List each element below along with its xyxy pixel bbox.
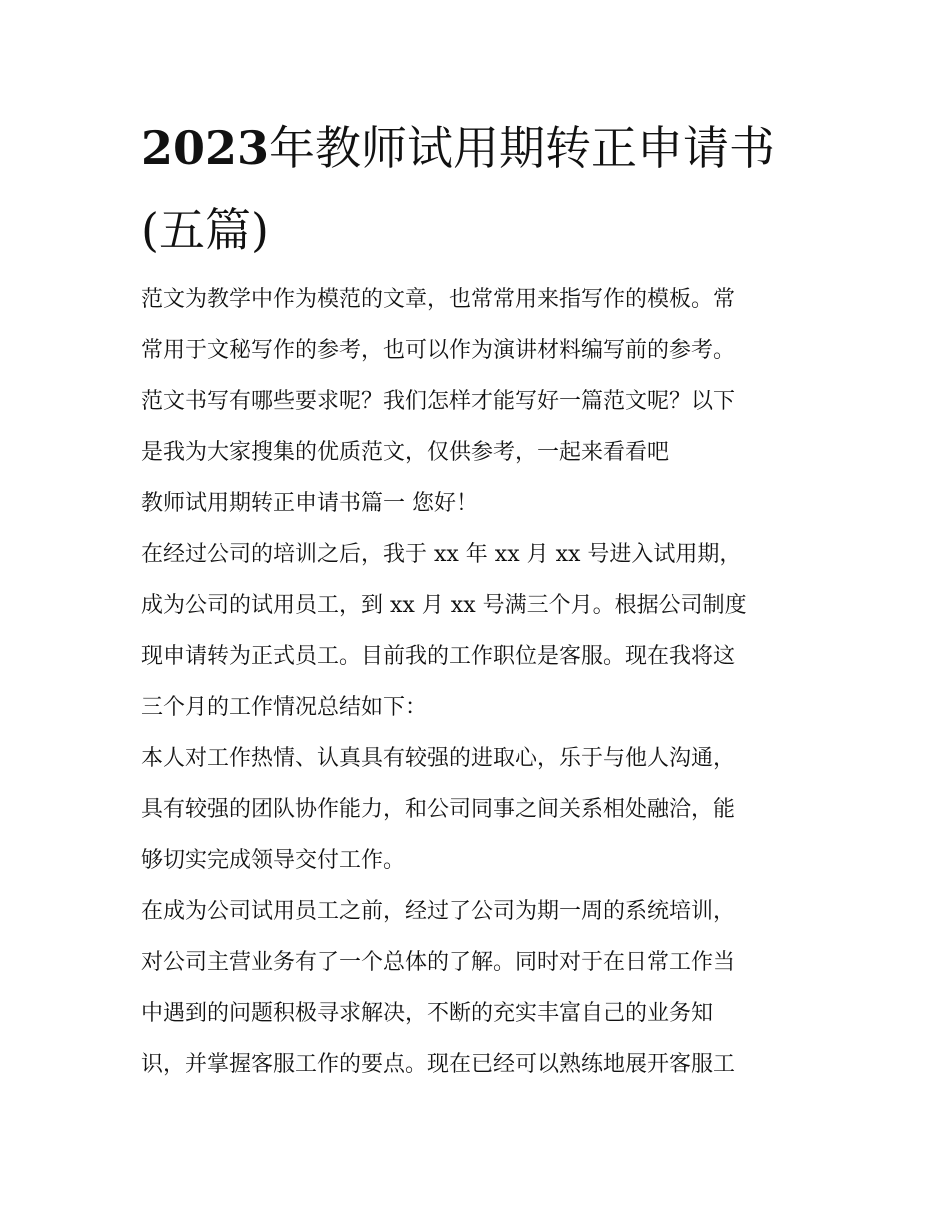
body-line: 识，并掌握客服工作的要点。现在已经可以熟练地展开客服工 bbox=[141, 1052, 736, 1077]
body-line: 成为公司的试用员工，到 xx 月 xx 号满三个月。根据公司制度 bbox=[141, 593, 747, 618]
title-subtitle: (五篇) bbox=[141, 203, 269, 257]
document-title-line-2 bbox=[141, 200, 813, 260]
body-line: 现申请转为正式员工。目前我的工作职位是客服。现在我将这 bbox=[141, 644, 736, 669]
document-page bbox=[141, 118, 813, 1090]
section-heading-line: 教师试用期转正申请书篇一 您好！ bbox=[141, 491, 478, 516]
body-line: 具有较强的团队协作能力，和公司同事之间关系相处融洽，能 bbox=[141, 797, 736, 822]
document-body bbox=[141, 274, 813, 1090]
body-line: 常用于文秘写作的参考，也可以作为演讲材料编写前的参考。 bbox=[141, 338, 736, 363]
body-line: 在经过公司的培训之后，我于 xx 年 xx 月 xx 号进入试用期， bbox=[141, 542, 742, 567]
body-line: 够切实完成领导交付工作。 bbox=[141, 848, 406, 873]
body-line: 三个月的工作情况总结如下： bbox=[141, 695, 428, 720]
title-text: 年教师试用期转正申请书 bbox=[269, 121, 776, 175]
body-line: 在成为公司试用员工之前，经过了公司为期一周的系统培训， bbox=[141, 899, 736, 924]
body-line: 中遇到的问题积极寻求解决，不断的充实丰富自己的业务知 bbox=[141, 1001, 714, 1026]
body-line: 是我为大家搜集的优质范文，仅供参考，一起来看看吧 bbox=[141, 440, 670, 465]
title-year: 2023 bbox=[141, 121, 270, 175]
body-line: 范文书写有哪些要求呢？我们怎样才能写好一篇范文呢？以下 bbox=[141, 389, 736, 414]
body-line: 范文为教学中作为模范的文章，也常常用来指写作的模板。常 bbox=[141, 287, 736, 312]
body-line: 本人对工作热情、认真具有较强的进取心，乐于与他人沟通， bbox=[141, 746, 736, 771]
body-line: 对公司主营业务有了一个总体的了解。同时对于在日常工作当 bbox=[141, 950, 736, 975]
document-title-line-1 bbox=[141, 118, 813, 178]
